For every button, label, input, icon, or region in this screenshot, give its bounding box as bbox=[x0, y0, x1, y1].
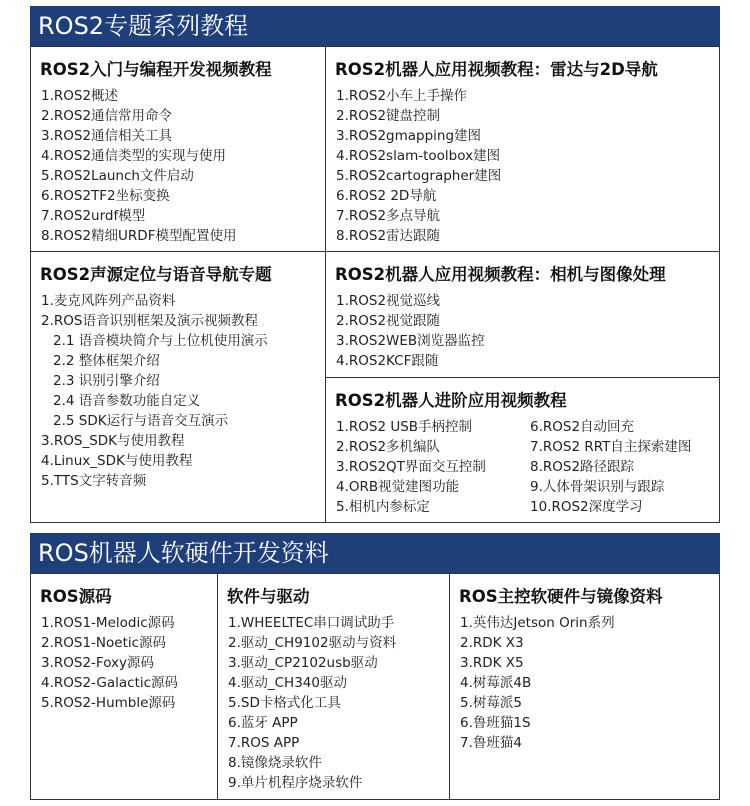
list-item[interactable]: 2.3 识别引擎介绍 bbox=[53, 373, 160, 389]
tutorial-list bbox=[31, 86, 325, 246]
list-item[interactable]: 2.5 SDK运行与语音交互演示 bbox=[53, 413, 229, 429]
list-item[interactable]: 2.驱动_CH9102驱动与资料 bbox=[228, 635, 397, 651]
list-item[interactable]: 1.英伟达Jetson Orin系列 bbox=[460, 615, 615, 631]
tutorial-list bbox=[326, 86, 720, 246]
list-item[interactable]: 2.1 语音模块简介与上位机使用演示 bbox=[53, 333, 268, 349]
panel-ros-source bbox=[31, 574, 217, 800]
list-item[interactable]: 5.SD卡格式化工具 bbox=[228, 695, 341, 711]
list-item[interactable]: 4.ROS2slam-toolbox建图 bbox=[336, 148, 501, 164]
panel-ros2-lidar-nav bbox=[326, 47, 720, 251]
list-item[interactable]: 1.麦克风阵列产品资料 bbox=[41, 293, 176, 309]
list-item[interactable]: 1.ROS2概述 bbox=[41, 88, 119, 104]
list-item[interactable]: 3.ROS2WEB浏览器监控 bbox=[336, 333, 485, 349]
list-item[interactable]: 1.ROS2视觉巡线 bbox=[336, 293, 441, 309]
panel-title: ROS2机器人应用视频教程：雷达与2D导航 bbox=[335, 60, 658, 79]
section-ros2-box bbox=[30, 46, 720, 523]
list-item[interactable]: 1.ROS2 USB手柄控制 bbox=[336, 419, 473, 435]
section-ros2-banner: ROS2专题系列教程 bbox=[30, 6, 720, 46]
list-item[interactable]: 4.树莓派4B bbox=[460, 675, 532, 691]
list-item[interactable]: 8.ROS2路径跟踪 bbox=[530, 459, 635, 475]
tutorial-list-right bbox=[526, 417, 720, 517]
list-item[interactable]: 3.ROS2gmapping建图 bbox=[336, 128, 482, 144]
list-item[interactable]: 2.ROS2键盘控制 bbox=[336, 108, 441, 124]
list-item[interactable]: 6.蓝牙 APP bbox=[228, 715, 298, 731]
tutorial-list-left bbox=[326, 417, 526, 517]
list-item[interactable]: 2.ROS1-Noetic源码 bbox=[41, 635, 167, 651]
list-item[interactable]: 7.鲁班猫4 bbox=[460, 735, 522, 751]
list-item[interactable]: 7.ROS2多点导航 bbox=[336, 208, 441, 224]
list-item[interactable]: 3.ROS2通信相关工具 bbox=[41, 128, 173, 144]
panel-ros2-advanced bbox=[326, 378, 720, 523]
list-item[interactable]: 6.鲁班猫1S bbox=[460, 715, 531, 731]
list-item[interactable]: 2.ROS2多机编队 bbox=[336, 439, 441, 455]
panel-title: ROS主控软硬件与镜像资料 bbox=[459, 587, 663, 606]
list-item[interactable]: 3.RDK X5 bbox=[460, 655, 524, 671]
list-item[interactable]: 4.Linux_SDK与使用教程 bbox=[41, 453, 193, 469]
list-item[interactable]: 3.ROS_SDK与使用教程 bbox=[41, 433, 185, 449]
panel-title: ROS2机器人进阶应用视频教程 bbox=[335, 391, 567, 410]
list-item[interactable]: 7.ROS APP bbox=[228, 735, 300, 751]
list-item[interactable]: 2.ROS2视觉跟随 bbox=[336, 313, 441, 329]
panel-software-drivers bbox=[218, 574, 449, 800]
panel-title: ROS2声源定位与语音导航专题 bbox=[40, 265, 272, 284]
list-item[interactable]: 10.ROS2深度学习 bbox=[530, 499, 643, 515]
list-item[interactable]: 5.ROS2cartographer建图 bbox=[336, 168, 502, 184]
list-item[interactable]: 3.ROS2QT界面交互控制 bbox=[336, 459, 486, 475]
tutorial-list bbox=[326, 291, 720, 371]
list-item[interactable]: 2.RDK X3 bbox=[460, 635, 524, 651]
list-item[interactable]: 4.ROS2-Galactic源码 bbox=[41, 675, 179, 691]
list-item[interactable]: 3.驱动_CP2102usb驱动 bbox=[228, 655, 378, 671]
list-item[interactable]: 1.ROS2小车上手操作 bbox=[336, 88, 468, 104]
resource-list bbox=[218, 613, 449, 793]
list-item[interactable]: 7.ROS2urdf模型 bbox=[41, 208, 146, 224]
list-item[interactable]: 5.相机内参标定 bbox=[336, 499, 430, 515]
panel-ros2-voice-nav bbox=[31, 252, 325, 523]
list-item[interactable]: 4.ORB视觉建图功能 bbox=[336, 479, 460, 495]
list-item[interactable]: 3.ROS2-Foxy源码 bbox=[41, 655, 155, 671]
list-item[interactable]: 6.ROS2 2D导航 bbox=[336, 188, 437, 204]
list-item[interactable]: 8.ROS2雷达跟随 bbox=[336, 228, 441, 244]
resource-list bbox=[31, 613, 217, 713]
section-ros-dev-banner: ROS机器人软硬件开发资料 bbox=[30, 533, 720, 573]
list-item[interactable]: 2.ROS2通信常用命令 bbox=[41, 108, 173, 124]
list-item[interactable]: 4.ROS2通信类型的实现与使用 bbox=[41, 148, 227, 164]
list-item[interactable]: 2.ROS语音识别框架及演示视频教程 bbox=[41, 313, 258, 329]
list-item[interactable]: 1.ROS1-Melodic源码 bbox=[41, 615, 175, 631]
panel-ros2-intro bbox=[31, 47, 325, 251]
list-item[interactable]: 5.ROS2-Humble源码 bbox=[41, 695, 176, 711]
list-item[interactable]: 2.4 语音参数功能自定义 bbox=[53, 393, 201, 409]
list-item[interactable]: 5.树莓派5 bbox=[460, 695, 522, 711]
list-item[interactable]: 7.ROS2 RRT自主探索建图 bbox=[530, 439, 692, 455]
list-item[interactable]: 1.WHEELTEC串口调试助手 bbox=[228, 615, 395, 631]
section-ros-dev-box bbox=[30, 573, 720, 800]
list-item[interactable]: 5.TTS文字转音频 bbox=[41, 473, 147, 489]
panel-title: ROS源码 bbox=[40, 587, 112, 606]
tutorial-list bbox=[31, 291, 325, 491]
list-item[interactable]: 4.ROS2KCF跟随 bbox=[336, 353, 439, 369]
list-item[interactable]: 6.ROS2TF2坐标变换 bbox=[41, 188, 170, 204]
list-item[interactable]: 2.2 整体框架介绍 bbox=[53, 353, 160, 369]
list-item[interactable]: 6.ROS2自动回充 bbox=[530, 419, 635, 435]
panel-ros2-camera bbox=[326, 252, 720, 377]
panel-title: 软件与驱动 bbox=[227, 587, 310, 606]
list-item[interactable]: 4.驱动_CH340驱动 bbox=[228, 675, 347, 691]
resource-list bbox=[450, 613, 720, 753]
list-item[interactable]: 8.ROS2精细URDF模型配置使用 bbox=[41, 228, 237, 244]
list-item[interactable]: 5.ROS2Launch文件启动 bbox=[41, 168, 194, 184]
list-item[interactable]: 8.镜像烧录软件 bbox=[228, 755, 322, 771]
panel-controller-images bbox=[450, 574, 720, 800]
panel-title: ROS2机器人应用视频教程：相机与图像处理 bbox=[335, 265, 666, 284]
list-item[interactable]: 9.单片机程序烧录软件 bbox=[228, 775, 363, 791]
list-item[interactable]: 9.人体骨架识别与跟踪 bbox=[530, 479, 665, 495]
panel-title: ROS2入门与编程开发视频教程 bbox=[40, 60, 272, 79]
